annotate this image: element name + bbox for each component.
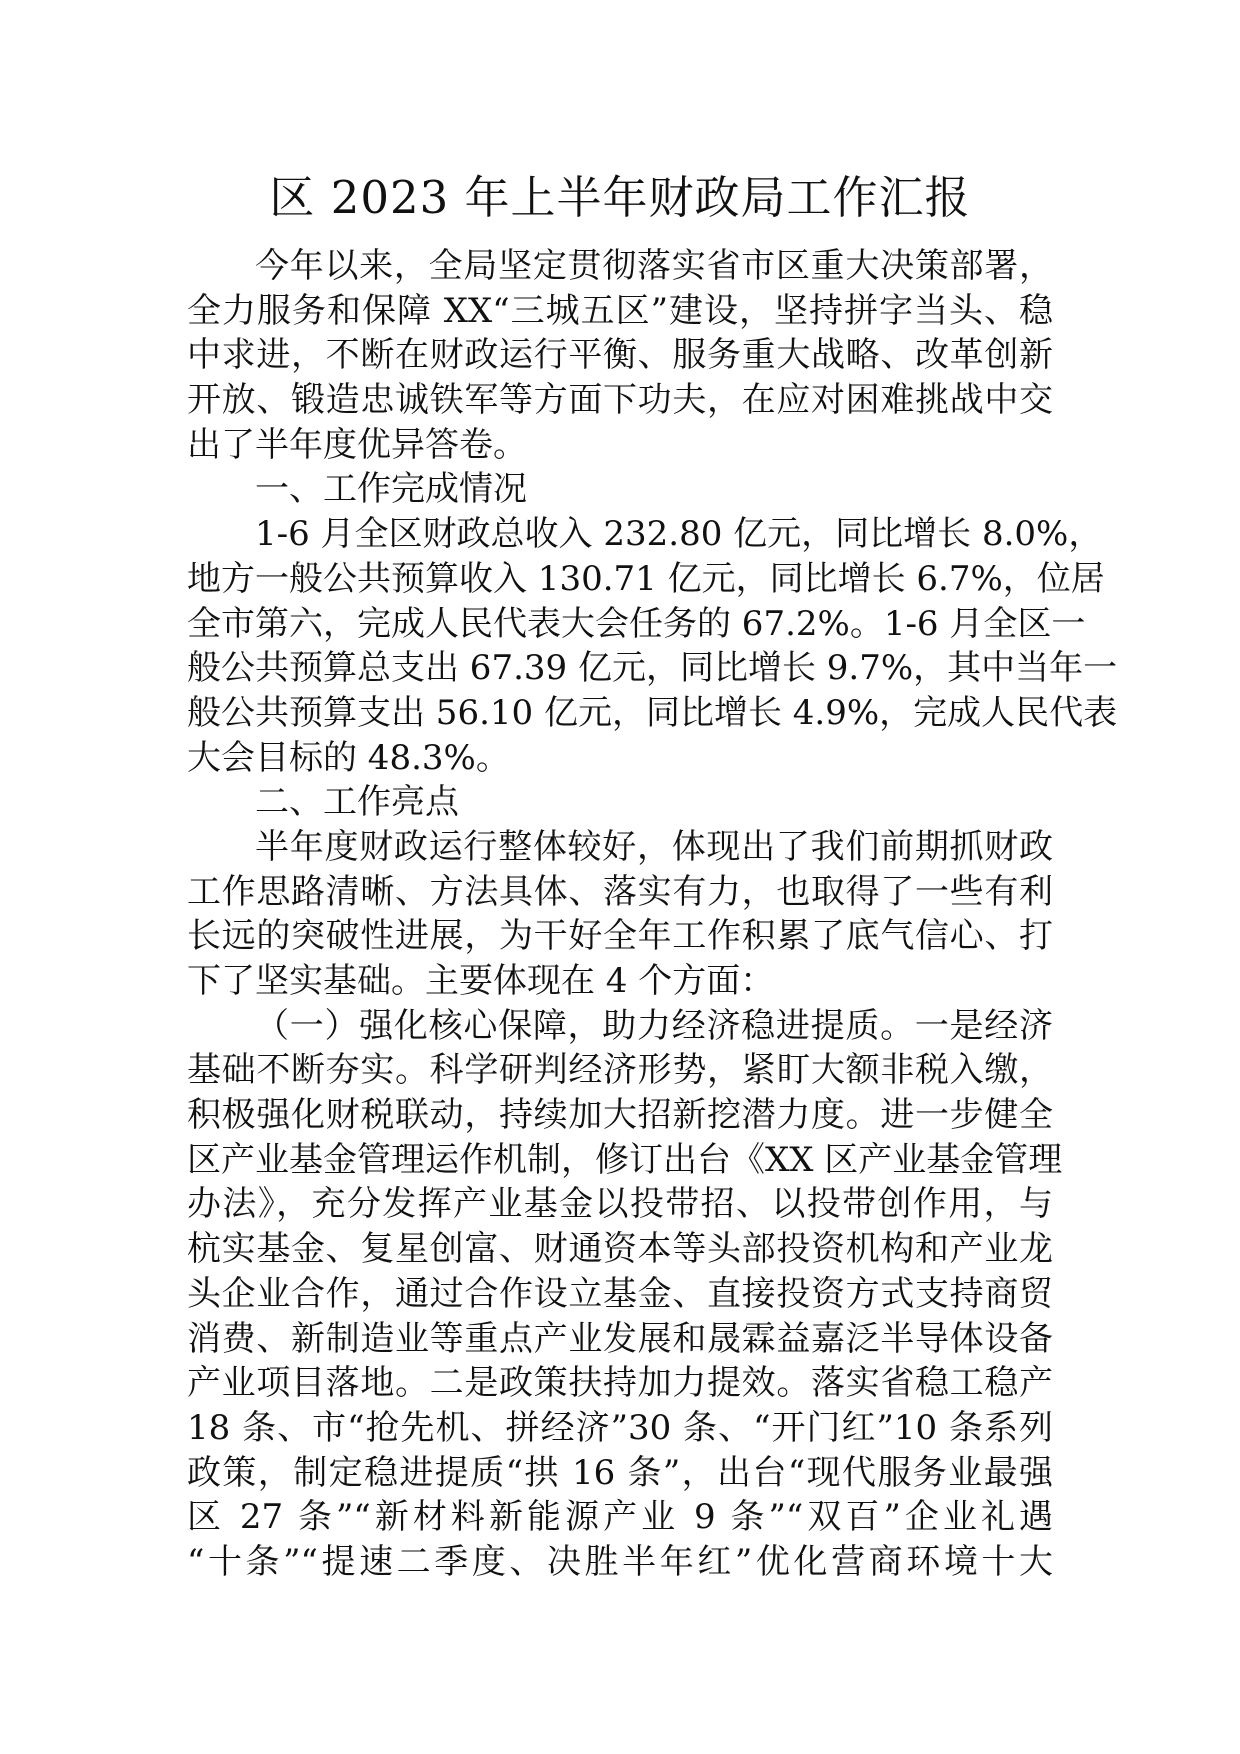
- text-line: 杭实基金、复星创富、财通资本等头部投资机构和产业龙: [187, 1229, 1053, 1270]
- text-line: 中求进，不断在财政运行平衡、服务重大战略、改革创新: [187, 335, 1053, 376]
- text-line: 出了半年度优异答卷。: [187, 424, 527, 465]
- text-line: 18 条、市“抢先机、拼经济”30 条、“开门红”10 条系列: [187, 1407, 1053, 1448]
- text-line: 大会目标的 48.3%。: [187, 737, 510, 778]
- document-body: [187, 244, 1118, 1585]
- text-line: 产业项目落地。二是政策扶持加力提效。落实省稳工稳产: [187, 1363, 1053, 1404]
- text-line: 半年度财政运行整体较好，体现出了我们前期抓财政: [255, 826, 1053, 867]
- text-line: 般公共预算支出 56.10 亿元，同比增长 4.9%，完成人民代表: [187, 692, 1118, 733]
- document-title: 区 2023 年上半年财政局工作汇报: [269, 171, 971, 224]
- text-line: 头企业合作，通过合作设立基金、直接投资方式支持商贸: [187, 1273, 1053, 1314]
- text-line: 消费、新制造业等重点产业发展和晟霖益嘉泛半导体设备: [187, 1318, 1053, 1359]
- text-line: 开放、锻造忠诚铁军等方面下功夫，在应对困难挑战中交: [187, 380, 1053, 421]
- text-line: “十条”“提速二季度、决胜半年红”优化营商环境十大: [187, 1541, 1053, 1582]
- text-line: 一、工作完成情况: [255, 469, 527, 510]
- text-line: 地方一般公共预算收入 130.71 亿元，同比增长 6.7%，位居: [187, 558, 1105, 599]
- text-line: 下了坚实基础。主要体现在 4 个方面：: [187, 961, 775, 1001]
- text-line: 积极强化财税联动，持续加大招新挖潜力度。进一步健全: [187, 1095, 1053, 1136]
- text-line: 基础不断夯实。科学研判经济形势，紧盯大额非税入缴，: [187, 1050, 1053, 1091]
- text-line: 1-6 月全区财政总收入 232.80 亿元，同比增长 8.0%，: [255, 514, 1103, 555]
- text-line: （一）强化核心保障，助力经济稳进提质。一是经济: [255, 1005, 1053, 1046]
- text-line: 般公共预算总支出 67.39 亿元，同比增长 9.7%，其中当年一: [187, 648, 1118, 689]
- text-line: 区 27 条”“新材料新能源产业 9 条”“双百”企业礼遇: [187, 1497, 1053, 1538]
- text-line: 全力服务和保障 XX“三城五区”建设，坚持拼字当头、稳: [187, 290, 1053, 331]
- text-line: 长远的突破性进展，为干好全年工作积累了底气信心、打: [187, 916, 1053, 957]
- text-line: 工作思路清晰、方法具体、落实有力，也取得了一些有利: [187, 871, 1053, 912]
- text-line: 政策，制定稳进提质“拱 16 条”，出台“现代服务业最强: [187, 1452, 1053, 1493]
- text-line: 办法》，充分发挥产业基金以投带招、以投带创作用，与: [187, 1184, 1053, 1225]
- text-line: 二、工作亮点: [255, 782, 459, 823]
- text-line: 今年以来，全局坚定贯彻落实省市区重大决策部署，: [255, 246, 1053, 286]
- text-line: 区产业基金管理运作机制，修订出台《XX 区产业基金管理: [187, 1139, 1063, 1180]
- text-line: 全市第六，完成人民代表大会任务的 67.2%。1-6 月全区一: [187, 603, 1086, 644]
